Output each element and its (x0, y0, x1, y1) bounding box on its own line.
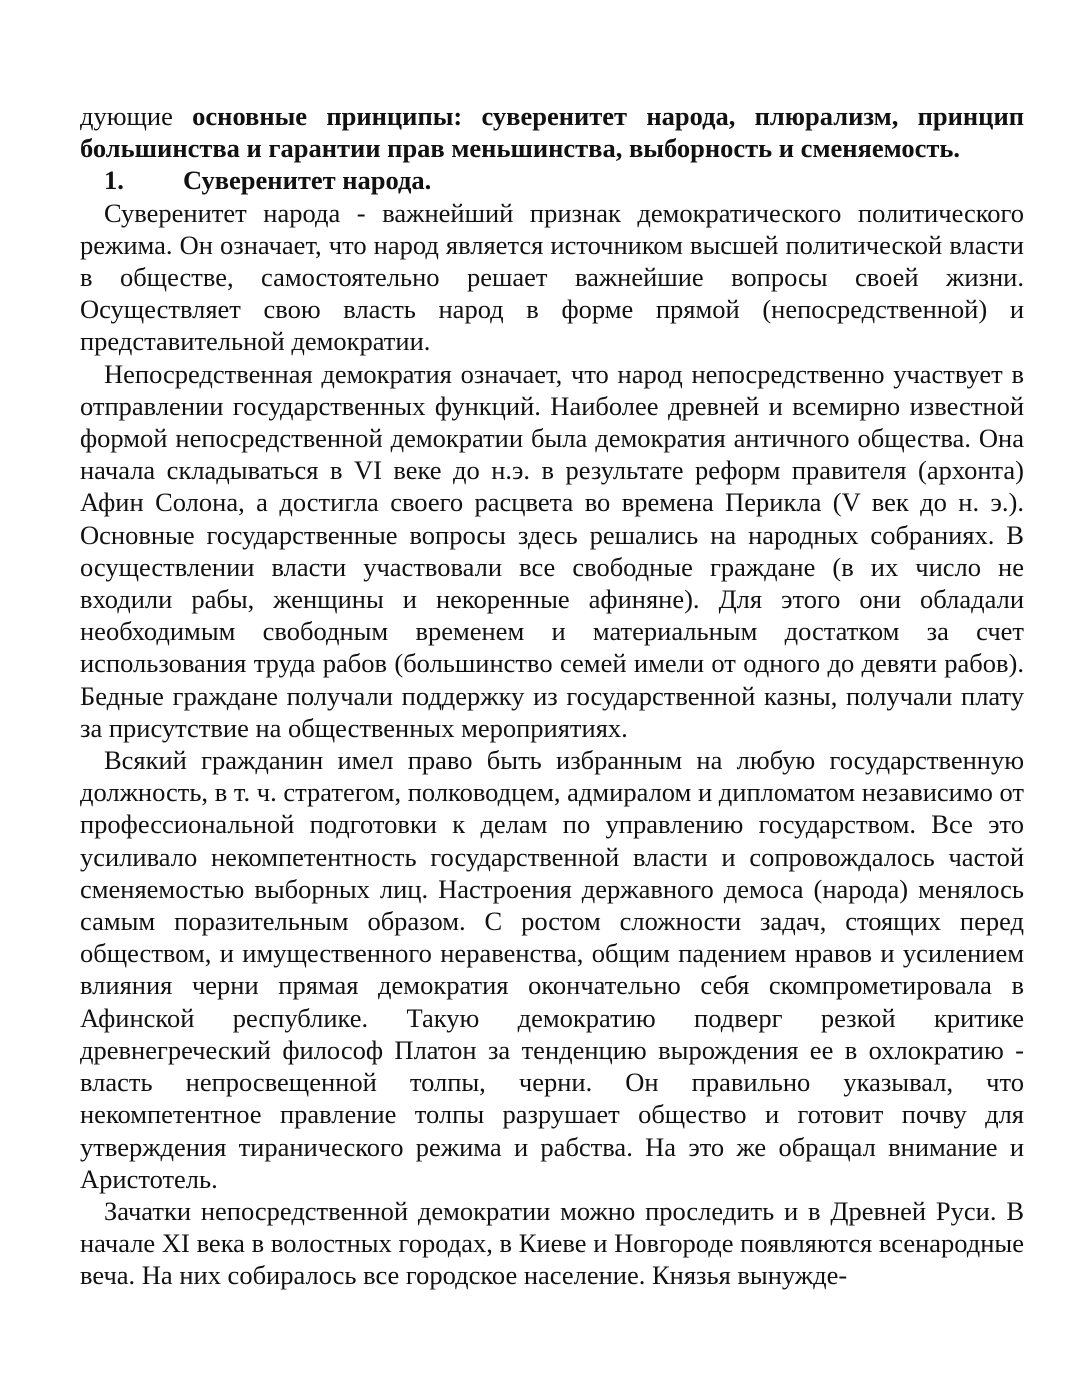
intro-text: дующие (80, 101, 193, 131)
section-number: 1. (104, 165, 124, 196)
section-title: Суверенитет народа. (183, 165, 432, 196)
document-page (80, 100, 1024, 1292)
intro-paragraph (80, 100, 1024, 164)
paragraph-ancient-rus: Зачатки непосредственной демократии можно проследить и в Древней Руси. В начале XI века в волостных городах, в Киеве и Новгороде появляются всенародные веча. На них собиралось все городское население. Князья вынужде- (80, 1195, 1024, 1291)
paragraph-citizen-rights: Всякий гражданин имел право быть избранным на любую государственную должность, в т. ч. стратегом, полководцем, адмиралом и дипломатом независимо от профессиональной подготовки к делам по управлению государством. Все это усиливало некомпетентность государственной власти и сопровождалось частой сменяемостью выборных лиц. Настроения державного демоса (народа) менялось самым поразительным образом. С ростом сложности задач, стоящих перед обществом, и имущественного неравенства, общим падением нравов и усилением влияния черни прямая демократия окончательно себя скомпрометировала в Афинской республике. Такую демократию подверг резкой критике древнегреческий философ Платон за тенденцию вырождения ее в охлократию - власть непросвещенной толпы, черни. Он правильно указывал, что некомпетентное правление толпы разрушает общество и готовит почву для утверждения тиранического режима и рабства. На это же обращал внимание и Аристотель. (80, 745, 1024, 1194)
paragraph-direct-democracy: Непосредственная демократия означает, что народ непосредственно участвует в отправлении государственных функций. Наиболее древней и всемирно известной формой непосредственной демократии была демократия античного общества. Она начала складываться в VI веке до н.э. в результате реформ правителя (архонта) Афин Солона, а достигла своего расцвета во времена Перикла (V век до н. э.). Основные государственные вопросы здесь решались на народных собраниях. В осуществлении власти участвовали все свободные граждане (в их число не входили рабы, женщины и некоренные афиняне). Для этого они обладали необходимым свободным временем и материальным достатком за счет использования труда рабов (большинство семей имели от одного до девяти рабов). Бедные граждане получали поддержку из государственной казны, получали плату за присутствие на общественных мероприятиях. (80, 358, 1024, 743)
principles-bold-text: основные принципы: суверенитет народа, плюрализм, принцип большинства и гарантии прав меньшинства, выборность и сменяемость. (80, 101, 1024, 164)
paragraph-sovereignty: Суверенитет народа - важнейший признак демократического политического режима. Он означает, что народ является источником высшей политической власти в обществе, самостоятельно решает важнейшие вопросы своей жизни. Осуществляет свою власть народ в форме прямой (непосредственной) и представительной демократии. (80, 197, 1024, 357)
section-heading (80, 164, 1024, 196)
